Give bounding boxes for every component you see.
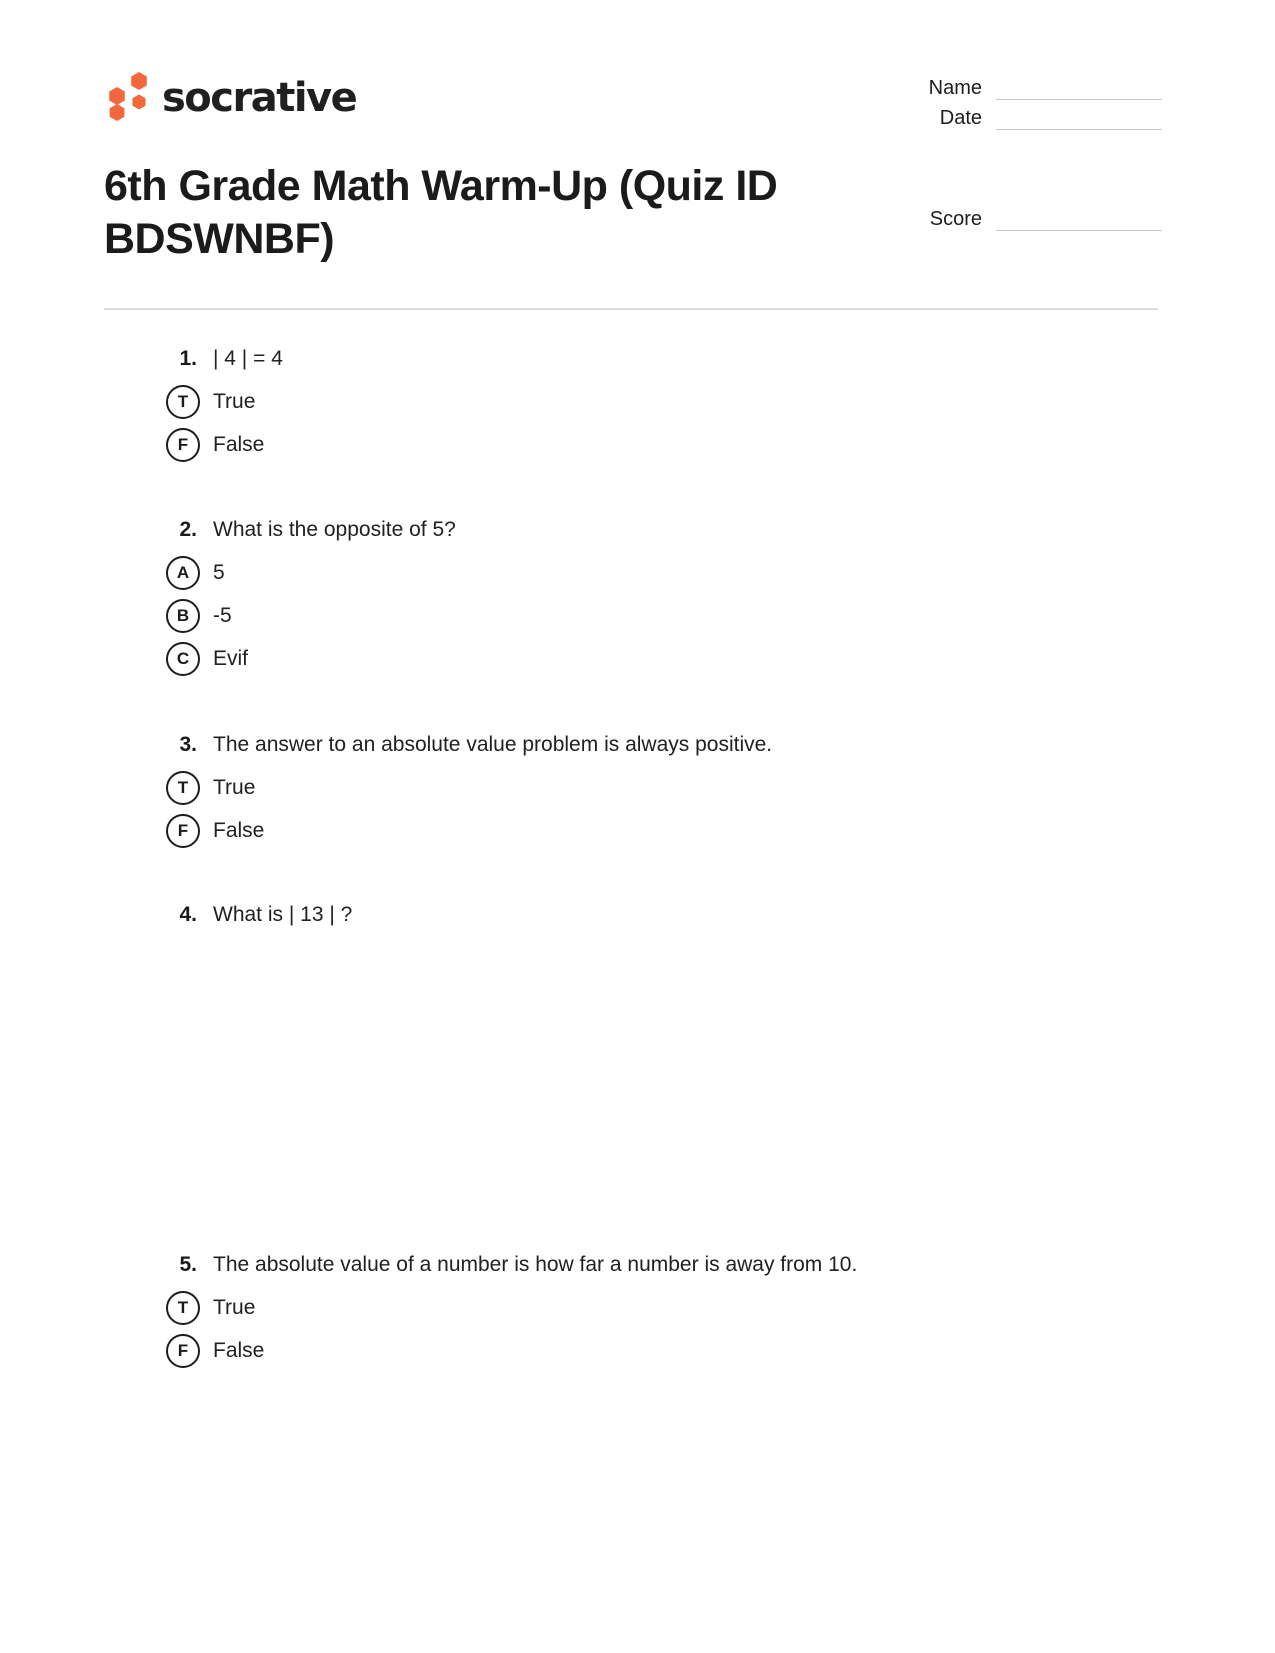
option-bubble[interactable]: C bbox=[166, 642, 200, 676]
question-4 bbox=[160, 893, 1120, 936]
brand-logo bbox=[104, 68, 356, 122]
brand-wordmark: socrative bbox=[162, 75, 357, 121]
option-bubble[interactable]: F bbox=[166, 428, 200, 462]
date-label: Date bbox=[939, 107, 982, 129]
question-text: The answer to an absolute value problem is always positive. bbox=[213, 732, 773, 756]
name-field-row bbox=[870, 77, 1162, 100]
date-field-row bbox=[870, 107, 1162, 130]
question-number: 1. bbox=[179, 346, 197, 370]
option-bubble[interactable]: F bbox=[166, 814, 200, 848]
title-divider bbox=[104, 308, 1158, 310]
hexagon-icon bbox=[110, 104, 125, 121]
option-bubble[interactable]: A bbox=[166, 556, 200, 590]
page-title: 6th Grade Math Warm-Up (Quiz ID BDSWNBF) bbox=[104, 162, 778, 263]
question-text: What is the opposite of 5? bbox=[213, 517, 456, 541]
question-header bbox=[160, 508, 1120, 551]
option-label: False bbox=[213, 1338, 265, 1362]
option-label: 5 bbox=[213, 560, 225, 584]
question-header bbox=[160, 893, 1120, 936]
option-label: True bbox=[213, 389, 256, 413]
score-field-row bbox=[870, 208, 1162, 231]
question-text: | 4 | = 4 bbox=[213, 346, 283, 370]
question-number: 5. bbox=[179, 1252, 197, 1276]
option-label: True bbox=[213, 1295, 256, 1319]
question-header bbox=[160, 337, 1120, 380]
question-header bbox=[160, 1243, 1120, 1286]
option-label: -5 bbox=[213, 603, 232, 627]
date-fill-line[interactable] bbox=[996, 110, 1162, 130]
question-text: What is | 13 | ? bbox=[213, 902, 353, 926]
hexagon-icon bbox=[131, 72, 147, 90]
option-bubble[interactable]: T bbox=[166, 771, 200, 805]
question-header bbox=[160, 723, 1120, 766]
option-label: False bbox=[213, 432, 265, 456]
question-number: 4. bbox=[179, 902, 197, 926]
name-label: Name bbox=[928, 77, 982, 99]
option-label: Evif bbox=[213, 646, 249, 670]
option-bubble[interactable]: T bbox=[166, 1291, 200, 1325]
answer-option bbox=[160, 1329, 1120, 1372]
answer-option bbox=[160, 594, 1120, 637]
option-label: False bbox=[213, 818, 265, 842]
hexagon-cluster-icon bbox=[104, 69, 152, 121]
hexagon-icon bbox=[109, 87, 125, 105]
question-1 bbox=[160, 337, 1120, 466]
answer-option bbox=[160, 551, 1120, 594]
answer-option bbox=[160, 380, 1120, 423]
answer-option bbox=[160, 423, 1120, 466]
answer-option bbox=[160, 766, 1120, 809]
question-text: The absolute value of a number is how far a number is away from 10. bbox=[213, 1252, 858, 1276]
question-5 bbox=[160, 1243, 1120, 1372]
answer-option bbox=[160, 1286, 1120, 1329]
score-label: Score bbox=[929, 208, 982, 230]
answer-option bbox=[160, 809, 1120, 852]
option-bubble[interactable]: B bbox=[166, 599, 200, 633]
question-2 bbox=[160, 508, 1120, 680]
score-fill-line[interactable] bbox=[996, 211, 1162, 231]
question-number: 3. bbox=[179, 732, 197, 756]
answer-option bbox=[160, 637, 1120, 680]
hexagon-icon bbox=[133, 95, 146, 110]
question-3 bbox=[160, 723, 1120, 852]
option-label: True bbox=[213, 775, 256, 799]
option-bubble[interactable]: F bbox=[166, 1334, 200, 1368]
name-fill-line[interactable] bbox=[996, 80, 1162, 100]
question-number: 2. bbox=[179, 517, 197, 541]
option-bubble[interactable]: T bbox=[166, 385, 200, 419]
